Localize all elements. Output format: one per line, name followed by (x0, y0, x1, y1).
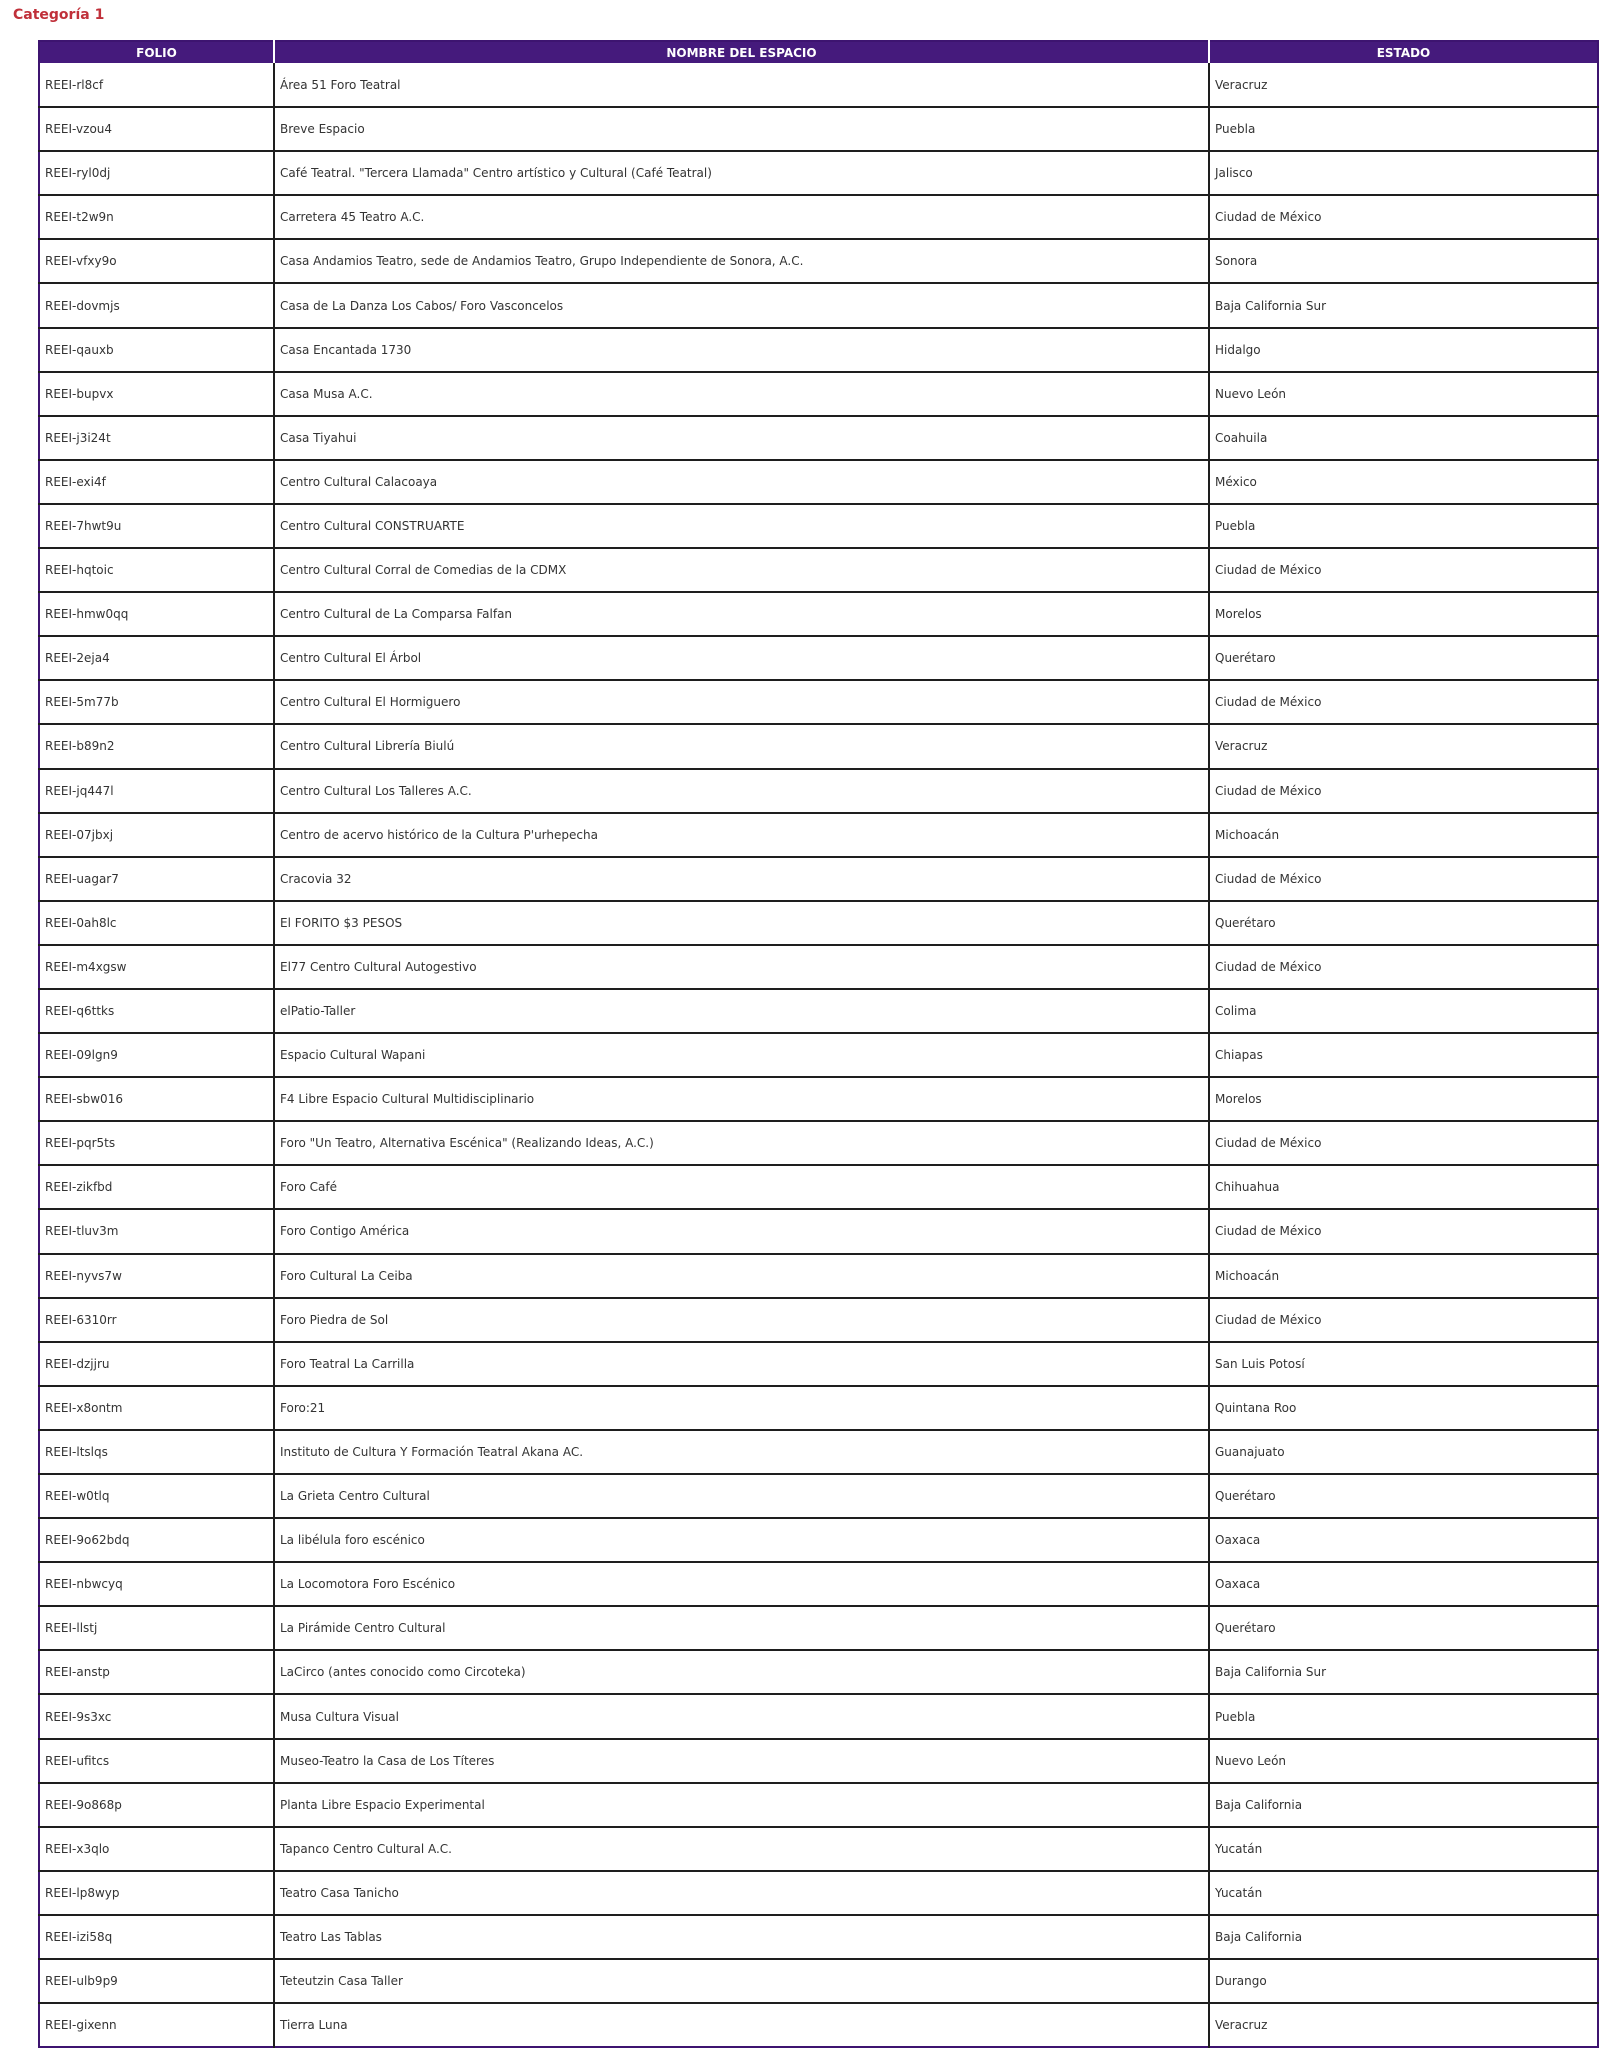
folio-cell: REEI-7hwt9u (39, 504, 274, 548)
nombre-cell: Casa Encantada 1730 (274, 328, 1209, 372)
folio-cell: REEI-tluv3m (39, 1209, 274, 1253)
nombre-cell: Centro Cultural de La Comparsa Falfan (274, 592, 1209, 636)
nombre-cell: Foro Piedra de Sol (274, 1298, 1209, 1342)
estado-cell: Colima (1209, 989, 1598, 1033)
table-row (39, 1209, 1598, 1253)
table-row (39, 195, 1598, 239)
nombre-cell: Foro Cultural La Ceiba (274, 1254, 1209, 1298)
estado-cell: Durango (1209, 1959, 1598, 2003)
nombre-cell: Centro Cultural Los Talleres A.C. (274, 769, 1209, 813)
estado-cell: Baja California (1209, 1915, 1598, 1959)
table-row (39, 1430, 1598, 1474)
table-row (39, 416, 1598, 460)
nombre-cell: Centro Cultural Calacoaya (274, 460, 1209, 504)
nombre-cell: Centro de acervo histórico de la Cultura P'urhepecha (274, 813, 1209, 857)
estado-cell: Querétaro (1209, 636, 1598, 680)
table-row (39, 1650, 1598, 1694)
estado-cell: Guanajuato (1209, 1430, 1598, 1474)
table-row (39, 1694, 1598, 1738)
table-row (39, 63, 1598, 107)
estado-cell: Querétaro (1209, 1474, 1598, 1518)
table-row (39, 328, 1598, 372)
folio-cell: REEI-bupvx (39, 372, 274, 416)
nombre-cell: Café Teatral. "Tercera Llamada" Centro artístico y Cultural (Café Teatral) (274, 151, 1209, 195)
header-nombre-del-espacio: NOMBRE DEL ESPACIO (274, 41, 1209, 63)
estado-cell: Puebla (1209, 1694, 1598, 1738)
nombre-cell: Foro "Un Teatro, Alternativa Escénica" (Realizando Ideas, A.C.) (274, 1121, 1209, 1165)
table-row (39, 901, 1598, 945)
estado-cell: Veracruz (1209, 63, 1598, 107)
folio-cell: REEI-ryl0dj (39, 151, 274, 195)
nombre-cell: Museo-Teatro la Casa de Los Títeres (274, 1739, 1209, 1783)
estado-cell: México (1209, 460, 1598, 504)
estado-cell: Ciudad de México (1209, 548, 1598, 592)
folio-cell: REEI-b89n2 (39, 724, 274, 768)
folio-cell: REEI-ufitcs (39, 1739, 274, 1783)
nombre-cell: El77 Centro Cultural Autogestivo (274, 945, 1209, 989)
table-row (39, 107, 1598, 151)
folio-cell: REEI-zikfbd (39, 1165, 274, 1209)
table-row (39, 1606, 1598, 1650)
folio-cell: REEI-6310rr (39, 1298, 274, 1342)
folio-cell: REEI-9s3xc (39, 1694, 274, 1738)
nombre-cell: Centro Cultural CONSTRUARTE (274, 504, 1209, 548)
nombre-cell: LaCirco (antes conocido como Circoteka) (274, 1650, 1209, 1694)
nombre-cell: Tapanco Centro Cultural A.C. (274, 1827, 1209, 1871)
estado-cell: Morelos (1209, 1077, 1598, 1121)
folio-cell: REEI-07jbxj (39, 813, 274, 857)
estado-cell: Ciudad de México (1209, 769, 1598, 813)
folio-cell: REEI-q6ttks (39, 989, 274, 1033)
nombre-cell: La Pirámide Centro Cultural (274, 1606, 1209, 1650)
folio-cell: REEI-x8ontm (39, 1386, 274, 1430)
estado-cell: Querétaro (1209, 901, 1598, 945)
table-row (39, 680, 1598, 724)
estado-cell: Jalisco (1209, 151, 1598, 195)
folio-cell: REEI-lp8wyp (39, 1871, 274, 1915)
nombre-cell: Centro Cultural Librería Biulú (274, 724, 1209, 768)
nombre-cell: Área 51 Foro Teatral (274, 63, 1209, 107)
table-row (39, 857, 1598, 901)
folio-cell: REEI-izi58q (39, 1915, 274, 1959)
nombre-cell: La Locomotora Foro Escénico (274, 1562, 1209, 1606)
nombre-cell: Teatro Las Tablas (274, 1915, 1209, 1959)
estado-cell: Nuevo León (1209, 372, 1598, 416)
estado-cell: Yucatán (1209, 1871, 1598, 1915)
estado-cell: Yucatán (1209, 1827, 1598, 1871)
estado-cell: Michoacán (1209, 1254, 1598, 1298)
estado-cell: Ciudad de México (1209, 680, 1598, 724)
nombre-cell: Espacio Cultural Wapani (274, 1033, 1209, 1077)
folio-cell: REEI-0ah8lc (39, 901, 274, 945)
estado-cell: Querétaro (1209, 1606, 1598, 1650)
nombre-cell: La Grieta Centro Cultural (274, 1474, 1209, 1518)
folio-cell: REEI-ltslqs (39, 1430, 274, 1474)
folio-cell: REEI-dovmjs (39, 283, 274, 327)
folio-cell: REEI-t2w9n (39, 195, 274, 239)
estado-cell: Chihuahua (1209, 1165, 1598, 1209)
table-row (39, 1871, 1598, 1915)
folio-cell: REEI-exi4f (39, 460, 274, 504)
estado-cell: Sonora (1209, 239, 1598, 283)
table-row (39, 1959, 1598, 2003)
table-row (39, 2003, 1598, 2047)
table-row (39, 813, 1598, 857)
nombre-cell: El FORITO $3 PESOS (274, 901, 1209, 945)
estado-cell: Ciudad de México (1209, 195, 1598, 239)
table-row (39, 504, 1598, 548)
folio-cell: REEI-5m77b (39, 680, 274, 724)
nombre-cell: La libélula foro escénico (274, 1518, 1209, 1562)
nombre-cell: Foro:21 (274, 1386, 1209, 1430)
nombre-cell: Casa Musa A.C. (274, 372, 1209, 416)
estado-cell: Baja California Sur (1209, 283, 1598, 327)
nombre-cell: Instituto de Cultura Y Formación Teatral Akana AC. (274, 1430, 1209, 1474)
folio-cell: REEI-ulb9p9 (39, 1959, 274, 2003)
table-row (39, 1077, 1598, 1121)
folio-cell: REEI-dzjjru (39, 1342, 274, 1386)
table-body (39, 63, 1598, 2047)
estado-cell: Morelos (1209, 592, 1598, 636)
table-row (39, 1298, 1598, 1342)
nombre-cell: Foro Café (274, 1165, 1209, 1209)
nombre-cell: Casa Tiyahui (274, 416, 1209, 460)
table-row (39, 1562, 1598, 1606)
nombre-cell: Centro Cultural Corral de Comedias de la CDMX (274, 548, 1209, 592)
table-row (39, 1915, 1598, 1959)
table-row (39, 1033, 1598, 1077)
nombre-cell: Casa de La Danza Los Cabos/ Foro Vasconcelos (274, 283, 1209, 327)
table-row (39, 151, 1598, 195)
spaces-table (38, 40, 1599, 2048)
table-row (39, 548, 1598, 592)
estado-cell: Ciudad de México (1209, 945, 1598, 989)
nombre-cell: Teatro Casa Tanicho (274, 1871, 1209, 1915)
table-row (39, 1518, 1598, 1562)
table-header (39, 41, 1598, 63)
nombre-cell: Tierra Luna (274, 2003, 1209, 2047)
folio-cell: REEI-hqtoic (39, 548, 274, 592)
estado-cell: Baja California Sur (1209, 1650, 1598, 1694)
estado-cell: Puebla (1209, 107, 1598, 151)
estado-cell: Baja California (1209, 1783, 1598, 1827)
estado-cell: Ciudad de México (1209, 1209, 1598, 1253)
nombre-cell: Teteutzin Casa Taller (274, 1959, 1209, 2003)
estado-cell: Ciudad de México (1209, 857, 1598, 901)
nombre-cell: Foro Teatral La Carrilla (274, 1342, 1209, 1386)
folio-cell: REEI-llstj (39, 1606, 274, 1650)
header-row (39, 41, 1598, 63)
table-row (39, 1474, 1598, 1518)
table-row (39, 769, 1598, 813)
table-row (39, 636, 1598, 680)
folio-cell: REEI-pqr5ts (39, 1121, 274, 1165)
nombre-cell: Centro Cultural El Hormiguero (274, 680, 1209, 724)
table-row (39, 1783, 1598, 1827)
table-row (39, 1739, 1598, 1783)
estado-cell: Veracruz (1209, 2003, 1598, 2047)
estado-cell: Chiapas (1209, 1033, 1598, 1077)
folio-cell: REEI-nyvs7w (39, 1254, 274, 1298)
estado-cell: Oaxaca (1209, 1562, 1598, 1606)
folio-cell: REEI-sbw016 (39, 1077, 274, 1121)
table-row (39, 460, 1598, 504)
nombre-cell: Cracovia 32 (274, 857, 1209, 901)
category-title: Categoría 1 (13, 7, 105, 23)
table-row (39, 1121, 1598, 1165)
nombre-cell: Centro Cultural El Árbol (274, 636, 1209, 680)
nombre-cell: F4 Libre Espacio Cultural Multidisciplinario (274, 1077, 1209, 1121)
folio-cell: REEI-j3i24t (39, 416, 274, 460)
estado-cell: Coahuila (1209, 416, 1598, 460)
estado-cell: Hidalgo (1209, 328, 1598, 372)
folio-cell: REEI-9o62bdq (39, 1518, 274, 1562)
header-folio: FOLIO (39, 41, 274, 63)
estado-cell: Veracruz (1209, 724, 1598, 768)
folio-cell: REEI-rl8cf (45, 77, 104, 92)
table-row (39, 1165, 1598, 1209)
table-row (39, 1827, 1598, 1871)
table-row (39, 724, 1598, 768)
estado-cell: Oaxaca (1209, 1518, 1598, 1562)
folio-cell: REEI-09lgn9 (39, 1033, 274, 1077)
table-row (39, 239, 1598, 283)
folio-cell: REEI-anstp (39, 1650, 274, 1694)
table-row (39, 945, 1598, 989)
folio-cell: REEI-gixenn (39, 2003, 274, 2047)
folio-cell: REEI-vzou4 (39, 107, 274, 151)
header-estado: ESTADO (1209, 41, 1598, 63)
nombre-cell: Musa Cultura Visual (274, 1694, 1209, 1738)
estado-cell: San Luis Potosí (1209, 1342, 1598, 1386)
folio-cell: REEI-uagar7 (39, 857, 274, 901)
table-row (39, 1254, 1598, 1298)
table-row (39, 283, 1598, 327)
nombre-cell: Carretera 45 Teatro A.C. (274, 195, 1209, 239)
estado-cell: Quintana Roo (1209, 1386, 1598, 1430)
table-row (39, 989, 1598, 1033)
estado-cell: Ciudad de México (1209, 1121, 1598, 1165)
table-row (39, 592, 1598, 636)
nombre-cell: Planta Libre Espacio Experimental (274, 1783, 1209, 1827)
folio-cell: REEI-vfxy9o (39, 239, 274, 283)
folio-cell: REEI-2eja4 (39, 636, 274, 680)
folio-cell: REEI-9o868p (39, 1783, 274, 1827)
folio-cell: REEI-x3qlo (39, 1827, 274, 1871)
folio-cell: REEI-w0tlq (39, 1474, 274, 1518)
estado-cell: Nuevo León (1209, 1739, 1598, 1783)
folio-cell: REEI-qauxb (39, 328, 274, 372)
folio-cell: REEI-hmw0qq (39, 592, 274, 636)
folio-cell: REEI-m4xgsw (39, 945, 274, 989)
nombre-cell: Breve Espacio (274, 107, 1209, 151)
estado-cell: Ciudad de México (1209, 1298, 1598, 1342)
folio-cell: REEI-nbwcyq (39, 1562, 274, 1606)
table-row (39, 1386, 1598, 1430)
estado-cell: Puebla (1209, 504, 1598, 548)
nombre-cell: Foro Contigo América (274, 1209, 1209, 1253)
nombre-cell: Casa Andamios Teatro, sede de Andamios Teatro, Grupo Independiente de Sonora, A.C. (274, 239, 1209, 283)
estado-cell: Michoacán (1209, 813, 1598, 857)
table-row (39, 1342, 1598, 1386)
folio-cell: REEI-jq447l (39, 769, 274, 813)
table-row (39, 372, 1598, 416)
nombre-cell: elPatio-Taller (274, 989, 1209, 1033)
